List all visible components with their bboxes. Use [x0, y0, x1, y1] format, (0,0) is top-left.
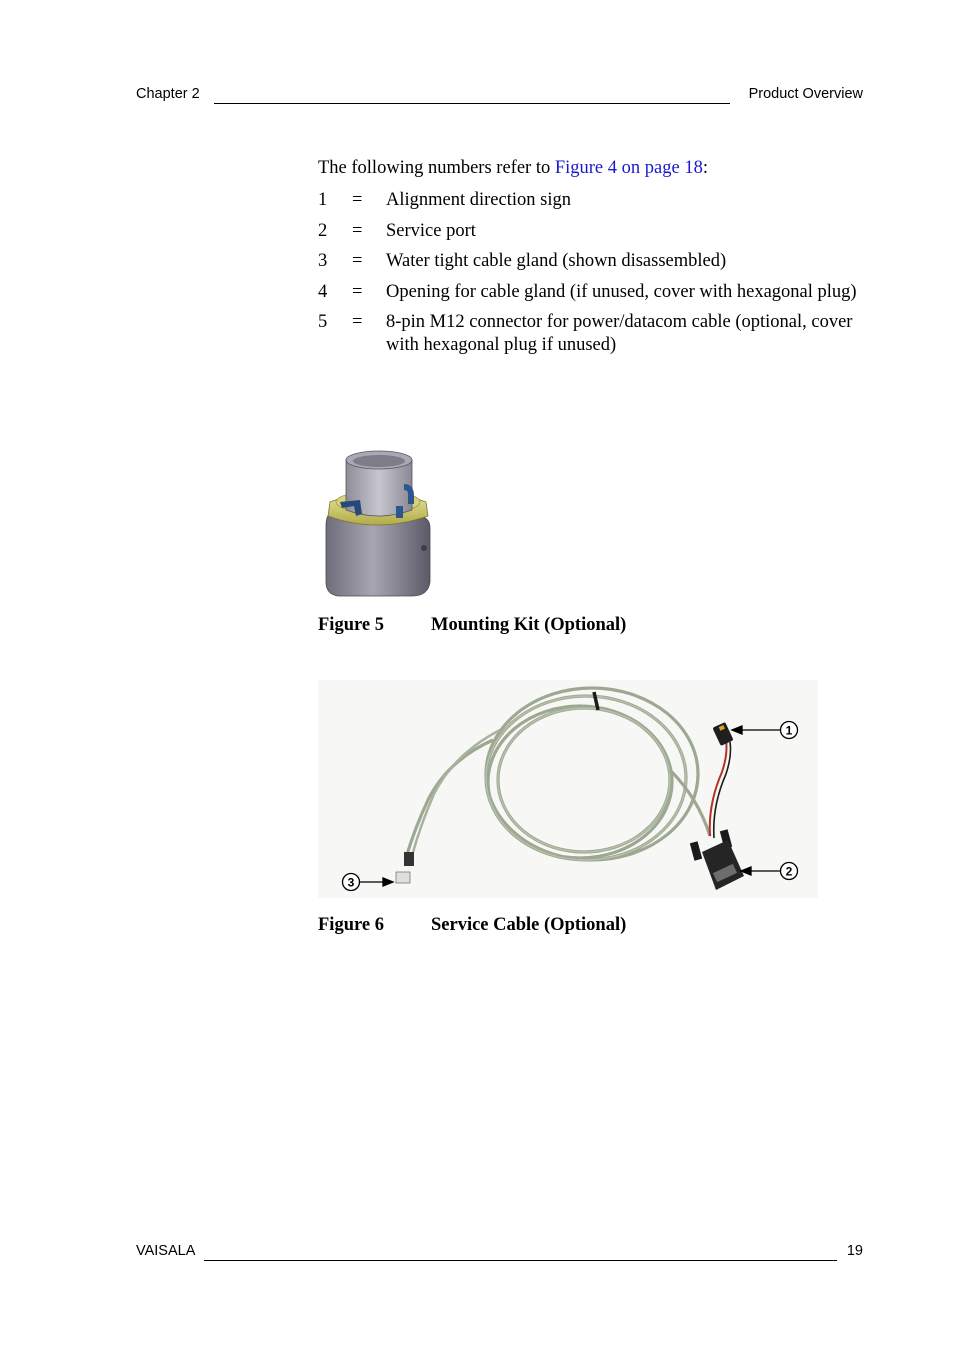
item-text: Alignment direction sign — [386, 190, 571, 210]
page-number: 19 — [846, 1243, 863, 1259]
item-equals: = — [352, 281, 363, 302]
callout-3: 3 — [347, 875, 355, 890]
item-number: 2 — [318, 220, 328, 241]
list-item — [318, 281, 858, 304]
footer-rule — [204, 1260, 837, 1261]
item-number: 3 — [318, 251, 328, 271]
page-footer — [136, 1243, 863, 1263]
footer-company: VAISALA — [136, 1243, 196, 1259]
header-rule — [214, 103, 730, 104]
item-equals: = — [352, 190, 363, 210]
list-item — [318, 250, 858, 273]
item-equals: = — [352, 220, 363, 241]
page-header — [136, 86, 863, 106]
figure-5-label: Figure 5 — [318, 615, 384, 635]
header-section: Product Overview — [748, 86, 863, 102]
item-equals: = — [352, 312, 363, 332]
intro-text: The following numbers refer to — [318, 158, 555, 178]
figure-5-title: Mounting Kit (Optional) — [431, 615, 627, 635]
figure-6-label: Figure 6 — [318, 915, 384, 935]
item-number: 4 — [318, 281, 328, 302]
figure-6-title: Service Cable (Optional) — [431, 915, 627, 935]
item-equals: = — [352, 251, 363, 271]
item-text: Water tight cable gland (shown disassembled) — [386, 251, 727, 271]
list-item — [318, 220, 858, 243]
intro-paragraph — [318, 158, 708, 179]
mounting-kit-image — [316, 444, 436, 602]
item-number: 1 — [318, 190, 328, 210]
numbered-list — [318, 189, 858, 365]
service-cable-image — [318, 680, 818, 898]
intro-suffix: : — [702, 158, 708, 178]
item-text: Service port — [386, 220, 476, 241]
callout-1: 1 — [785, 723, 793, 738]
item-text: 8-pin M12 connector for power/datacom cable (optional, cover with hexagonal plug if unused) — [386, 312, 853, 355]
list-item — [318, 189, 858, 212]
callout-2: 2 — [785, 864, 793, 879]
header-chapter: Chapter 2 — [136, 86, 200, 102]
list-item — [318, 311, 858, 357]
figure-4-link[interactable]: Figure 4 on page 18 — [554, 158, 703, 178]
item-text: Opening for cable gland (if unused, cover with hexagonal plug) — [386, 281, 857, 302]
item-number: 5 — [318, 312, 328, 332]
